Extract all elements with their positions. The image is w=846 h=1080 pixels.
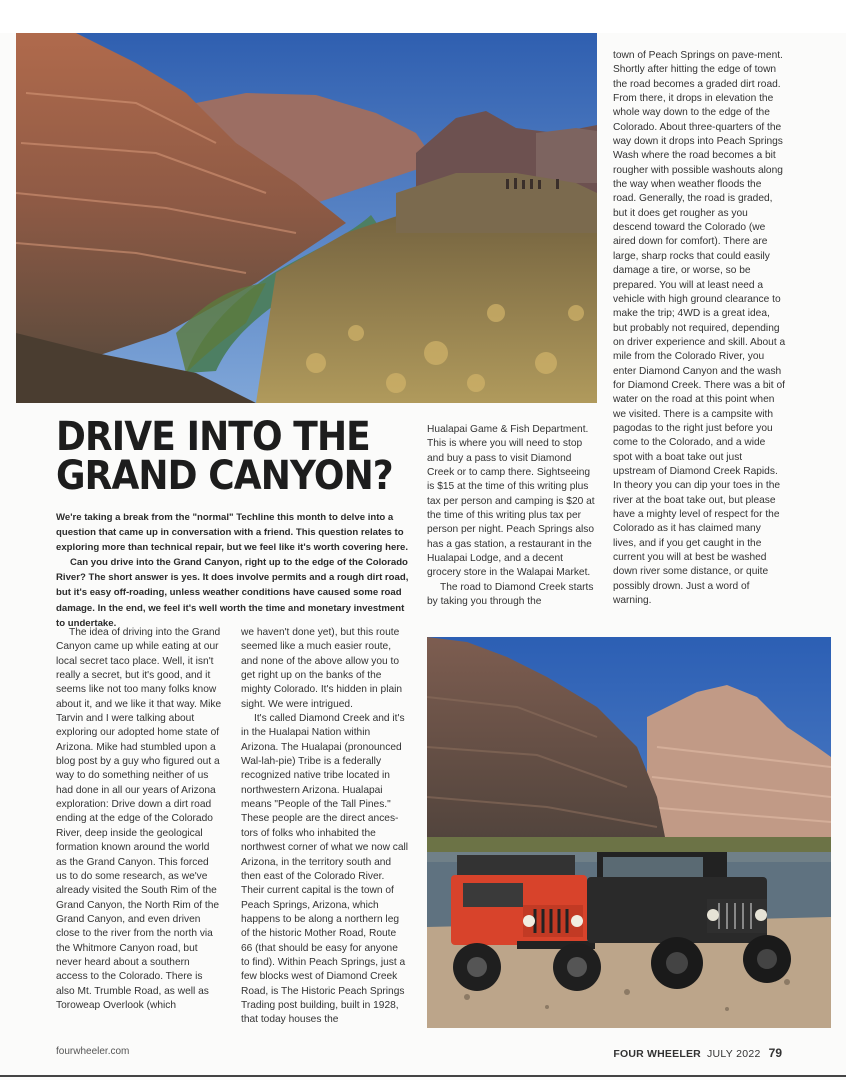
body-column-3 xyxy=(427,423,597,609)
grand-canyon-river-photo xyxy=(16,33,597,403)
article-deck xyxy=(56,510,412,631)
page-top-margin xyxy=(0,0,846,33)
folio xyxy=(613,1046,782,1060)
body-paragraph: It's called Diamond Creek and it's in the Hualapai Nation within Arizona. The Hualapai (pronounced Wal-lah-pie) Tribe is a federally recognized native tribe located in northwestern Arizona. Hualapai means "People of the Tall Pines." These people are the direct ances-tors of folks who inhabited the northwest corner of what we now call Arizona, in the territory south and then east of the Colorado River. Their current capital is the town of Peach Springs, Arizona, which happens to be along a northern leg of the historic Mother Road, Route 66 (that should be easy for anyone to find). Within Peach Springs, just a few blocks west of Diamond Creek Road, is The Historic Peach Springs Trading post building, built in 1928, that today houses the xyxy=(241,713,409,1026)
page-bottom-edge xyxy=(0,1075,846,1077)
body-paragraph: The road to Diamond Creek starts by taking you through the xyxy=(427,581,594,608)
body-paragraph: we haven't done yet), but this route seemed like a much easier route, and none of the above allow you to get right up on the banks of the mighty Colorado. It's hidden in plain sight. We were intrigued. xyxy=(241,627,403,710)
body-column-1 xyxy=(56,626,222,1013)
folio-brand: FOUR WHEELER xyxy=(613,1048,701,1060)
headline-line-2: GRAND CANYON? xyxy=(56,453,393,499)
deck-paragraph-2: Can you drive into the Grand Canyon, right up to the edge of the Colorado River? The short answer is yes. It does involve permits and a rough dirt road, but it's easy off-roading, unless weather conditions have caused some road damage. In the end, we feel it's well worth the time and monetary investment to undertake. xyxy=(56,557,409,629)
body-paragraph: The idea of driving into the Grand Canyon came up while eating at our local secret taco place. Well, it isn't really a secret, but it's good, and it seems like not too many folks know about it, and we like it that way. Mike Tarvin and I were talking about exploring our adopted home state of Arizona. Mike had stumbled upon a blog post by a guy who figured out a way to do something neither of us had done in all our years of Arizona exploration: Drive down a dirt road ending at the edge of the Colorado River, deep inside the geological formation known around the world as the Grand Canyon. This forced us to do some research, as we've already visited the South Rim of the Grand Canyon, the North Rim of the Grand Canyon, and even driven close to the river from the north via the Whitmore Canyon road, but never heard about a southern access to the Colorado. There is also Mt. Trumble Road, as well as Toroweap Overlook (which xyxy=(56,627,222,1011)
folio-issue: JULY 2022 xyxy=(706,1048,761,1060)
jeeps-by-river-photo xyxy=(427,637,831,1028)
article-headline xyxy=(56,414,393,499)
body-column-4 xyxy=(613,49,786,608)
page-number: 79 xyxy=(768,1046,782,1060)
body-column-2 xyxy=(241,626,409,1028)
footer-website: fourwheeler.com xyxy=(56,1046,130,1057)
headline-line-1: DRIVE INTO THE xyxy=(56,414,370,460)
body-paragraph: town of Peach Springs on pave-ment. Shortly after hitting the edge of town the road becomes a graded dirt road. From there, it drops in elevation the whole way down to the edge of the Colorado. About three-quarters of the way down it drops into Peach Springs Wash where the road becomes a bit rougher with possible washouts along the way when weather floods the road. Generally, the road is graded, but it does get rougher as you descend toward the Colorado (we aired down for comfort). There are large, sharp rocks that could easily damage a tire, or worse, so be prepared. You will at least need a vehicle with high ground clearance to make the trip; 4WD is a great idea, but probably not required, depending on driver experience and skill. About a mile from the Colorado River, you enter Diamond Canyon and the wash for Diamond Creek. There was a bit of water on the road at this point when we visited. There is a campsite with pagodas to the right just before you come to the Colorado, and a wide spot with a boat take out just upstream of Diamond Creek Rapids. In theory you can dip your toes in the river at the boat take out, but please have a mighty level of respect for the Colorado as it has claimed many lives, and if you get caught in the current you will at best be washed down river some distance, or quite possibly drown. Just a word of warning. xyxy=(613,50,786,607)
deck-paragraph-1: We're taking a break from the "normal" Techline this month to delve into a question that came up in conversation with a friend. This question relates to exploring more than technical repair, but we feel like it's worth covering here. xyxy=(56,512,409,554)
body-paragraph: Hualapai Game & Fish Department. This is where you will need to stop and buy a pass to visit Diamond Creek or to camp there. Sightseeing is $15 at the time of this writing plus tax per person and camping is $20 at the time of this writing plus tax per person per night. Peach Springs also has a gas station, a restaurant in the Hualapai Lodge, and a decent grocery store in the Walapai Market. xyxy=(427,424,595,579)
